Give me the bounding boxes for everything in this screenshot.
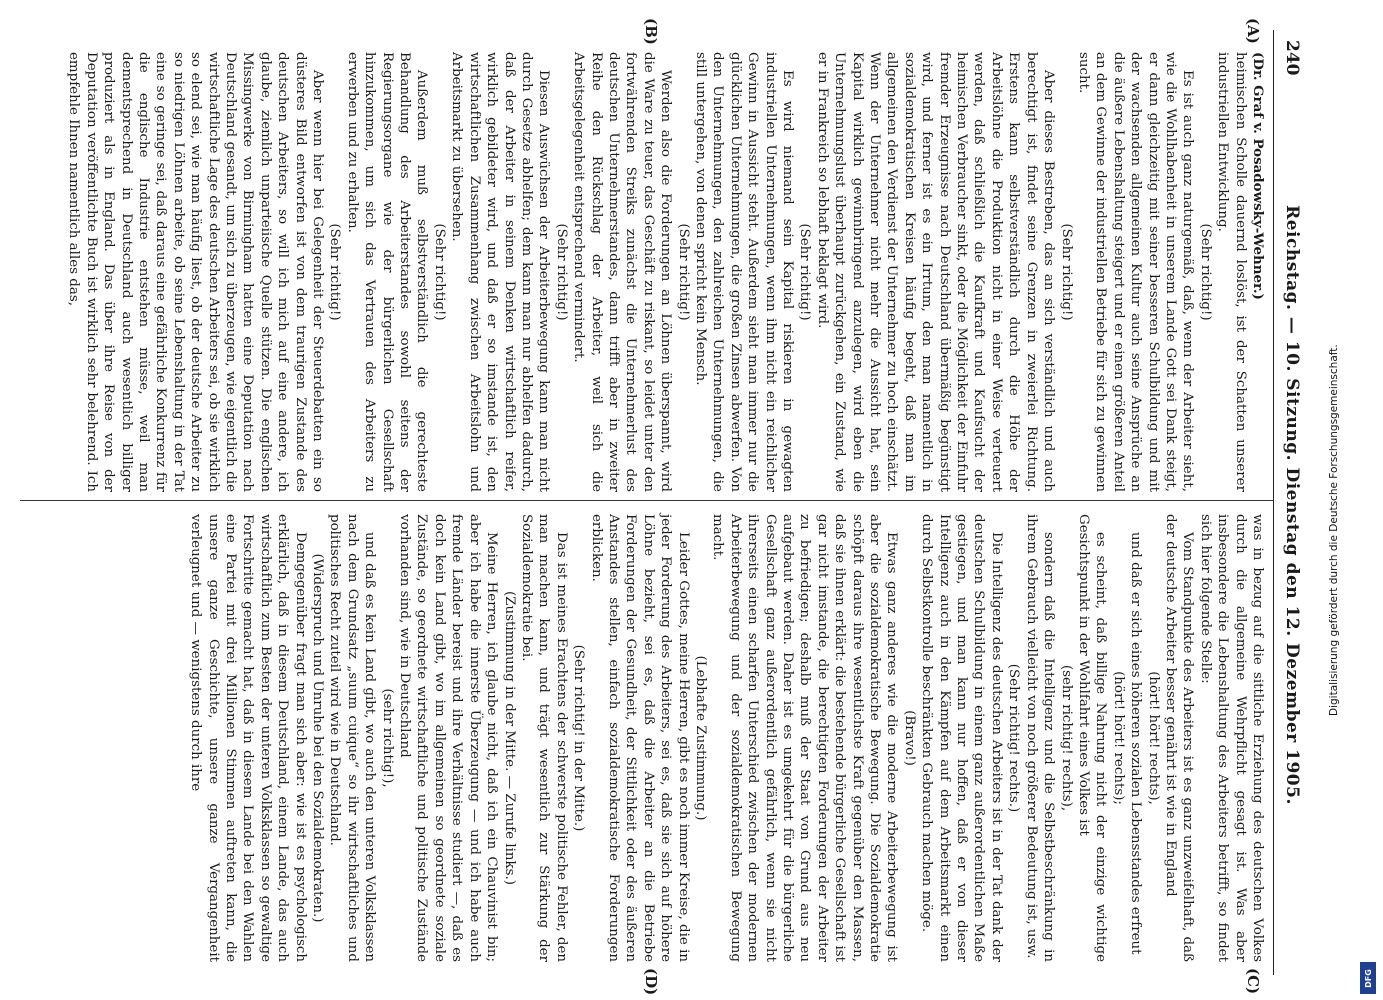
paragraph: was in bezug auf die sittliche Erziehung des deutschen Volkes durch die allgemeine Wehrpflicht gesagt ist. Was aber insbesondere die Lebenshaltung des Arbeiters betrifft, so findet sich hier folgende Stelle: [1197,514,1265,962]
interjection: (Sehr richtig!) [797,223,813,321]
running-title: Reichstag. — 10. Sitzung. Dienstag den 12. Dezember 1905. [1282,205,1302,805]
paragraph: Werden also die Forderungen an Löhnen überspannt, wird die Ware zu teuer, das Geschäft zu riskant, so leidet unter den fortwährenden Streiks zunächst die Unternehmerlust des deutschen Unternehmerstandes, dann trifft aber in zweiter Reihe den Rückschlag der Arbeiter, weil sich die Arbeitsgelegenheit entsprechend vermindert. [571,52,674,492]
interjection: (Sehr richtig! rechts.) [1006,663,1022,813]
paragraph: Aber wenn hier bei Gelegenheit der Steuerdebatten ein so düsteres Bild entworfen ist von dem traurigen Zustande des deutschen Arbeiters, so will ich mich auf eine andere, ich glaube, ziemlich unparteiische Quelle stützen. Die englischen Missingwerke von Birmingham hatten eine Deputation nach Deutschland gesandt, um sich zu überzeugen, wie eigentlich die wirtschaftliche Lage des deutschen Arbeiters sei, ob sie wirklich so elend sei, wie man häufig liest, ob der deutsche Arbeiter zu so niedrigen Löhnen arbeite, ob seine Lebenshaltung in der Tat eine so geringe sei, daß daraus eine gefährliche Konkurrenz für die englische Industrie entstehen müsse, weil man dementsprechend in Deutschland auch wesentlich billiger produziert als in England. Das über ihre Reise von der Deputation veröffentlichte Buch ist wirklich sehr belehrend. Ich empfehle Ihnen namentlich alles das, [66,52,326,492]
speaker-line: (Dr. Graf v. Posadowsky-Wehner.) [1250,52,1266,300]
quotation: es scheint, daß billige Nahrung nicht der einzige wichtige Gesichtspunkt in der Wohlfahrt eines Volkes ist [1075,514,1109,962]
interjection: (Sehr richtig!) [675,223,691,321]
paragraph: Es wird niemand sein Kapital riskieren in gewagten industriellen Unternehmungen, wenn ihm nicht ein reichlicher Gewinn in Aussicht steht. Außerdem sieht man immer nur die glücklichen Unternehmungen, die großen Zinsen abwerfen. Von den Unternehmungen, den zahlreichen Unternehmungen, die still untergehen, von denen spricht kein Mensch. [693,52,796,492]
dfg-logo-text: DFG [1363,968,1373,988]
paragraph: heimischen Scholle dauernd loslöst, ist der Schatten unserer industriellen Entwicklung. [1215,52,1248,492]
interjection: (Sehr richtig!) [327,223,343,321]
paragraph: Diesen Auswüchsen der Arbeiterbewegung kann man nicht durch Gesetze abhelfen; dem kann man nur abhelfen dadurch, daß der Arbeiter in seinem Denken wirtschaftlich reifer, wirklich gebildeter wird, und daß er so imstande ist, den wirtschaftlichen Zusammenhang zwischen Arbeitslohn und Arbeitsmarkt zu übersehen. [449,52,552,492]
margin-mark-b: (B) [642,18,660,45]
page-header [1278,40,1302,970]
paragraph: Etwas ganz anderes wie die moderne Arbeiterbewegung ist aber die sozialdemokratische Bewegung. Die Sozialdemokratie schöpft daraus ihre wesentlichste Kraft gegenüber den Massen, daß sie ihnen erklärt: die bestehende bürgerliche Gesellschaft ist gar nicht imstande, die berechtigten Forderungen der Arbeiter zu befriedigen; deshalb muß der Staat von Grund aus neu aufgebaut werden. Daher ist es umgekehrt für die bürgerliche Gesellschaft ganz außerordentlich gefährlich, wenn sie nicht ihrerseits einen scharfen Unterschied zwischen der modernen Arbeiterbewegung und der sozialdemokratischen Bewegung macht. [710,514,900,962]
paragraph: Das ist meines Erachtens der schwerste politische Fehler, den man machen kann, und trägt wesentlich zur Stärkung der Sozialdemokratie bei. [518,514,569,962]
interjection: (Bravo!) [901,710,917,766]
paragraph: Außerdem muß selbstverständlich die gerechteste Behandlung des Arbeiterstandes sowohl seitens der Regierungsorgane wie der bürgerlichen Gesellschaft hinzukommen, um sich das Vertrauen des Arbeiters zu erwerben und zu erhalten. [344,52,430,492]
paragraph: Leider Gottes, meine Herren, gibt es noch immer Kreise, die in jeder Forderung des Arbeiters, sei es, daß sie sich auf höhere Löhne bezieht, sei es, daß die Arbeiter an die Betriebe Forderungen der Gesundheit, der Sittlichkeit oder des äußeren Anstandes stellen, einfach sozialdemokratische Forderungen erblicken. [588,514,691,962]
margin-mark-d: (D) [642,968,660,996]
paragraph: Demgegenüber fragt man sich aber: wie ist es psychologisch erklärlich, daß in diesem Deutschland, einem Lande, das auch wirtschaftlich zum Besten der unteren Volksklassen so gewaltige Fortschritte gemacht hat, daß in diesem Lande bei den Wahlen eine Partei mit drei Millionen Stimmen auftreten kann, die unsere ganze Geschichte, unsere ganze Vergangenheit verleugnet und — wenigstens durch ihre [188,514,308,962]
interjection: (Widerspruch und Unruhe bei den Sozialdemokraten.) [310,553,326,923]
interjection: (Sehr richtig!) [431,223,447,321]
margin-mark-c: (C) [1244,968,1262,995]
dfg-logo [1360,962,1376,994]
interjection: (Sehr richtig! in der Mitte.) [571,644,587,832]
interjection: (Zustimmung in der Mitte. — Zurufe links.) [501,590,517,886]
paragraph: Meine Herren, ich glaube nicht, daß ich ein Chauvinist bin; aber ich habe die innerste Überzeugung — und ich habe auch fremde Länder bereist und ihre Verhältnisse studiert —, daß es doch kein Land gibt, wo im allgemeinen so geordnete soziale Zustände, so geordnete wirtschaftliche und politische Zustände vorhanden sind, wie in Deutschland [397,514,500,962]
quotation: und daß er sich eines höheren sozialen Lebensstandes erfreut [1128,532,1144,955]
paragraph: und daß es kein Land gibt, wo auch den unteren Volksklassen nach dem Grundsatz „suum cuique“ so ihr wirtschaftliches und politisches Recht zuteil wird wie in Deutschland. [327,514,378,962]
interjection: (Sehr richtig!) [1197,223,1213,321]
interjection: (sehr richtig! rechts), [1058,664,1074,812]
interjection: (Sehr richtig!) [1058,223,1074,321]
quotation: sondern daß die Intelligenz und die Selbstbeschränkung in ihrem Gebrauch vielleicht von noch größerer Bedeutung ist, usw. [1023,514,1057,962]
interjection: (Sehr richtig!) [553,223,569,321]
right-column [187,514,1266,962]
paragraph: Es ist auch ganz naturgemäß, daß, wenn der Arbeiter sieht, wie die Wohlhabenheit in unserem Lande Gott sei Dank steigt, er dann gleichzeitig mit seiner besseren Schulbildung und mit der wachsenden allgemeinen Kultur auch seine Ansprüche an die äußere Lebenshaltung steigert und er einen größeren Anteil an dem Gewinne der industriellen Betriebe für sich zu gewinnen sucht. [1075,52,1196,492]
column-divider [20,500,1274,501]
interjection: (sehr richtig!), [379,688,395,788]
page-number: 240 [1282,40,1302,76]
margin-mark-a: (A) [1244,18,1262,44]
paragraph: Die Intelligenz des deutschen Arbeiters ist in der Tat dank der deutschen Schulbildung in einem ganz außerordentlichen Maße gestiegen, und man kann nur hoffen, daß er von dieser Intelligenz auch in den Kämpfen auf dem Arbeitsmarkt einen durch Selbstkontrolle beschränkten Gebrauch machen möge. [919,514,1004,962]
interjection: (hört! hört! rechts); [1110,671,1126,805]
left-column [65,52,1266,492]
digitization-note: Digitalisierung gefördert durch die Deutsche Forschungsgemeinschaft. [1328,344,1340,716]
interjection: (Lebhafte Zustimmung.) [693,655,708,821]
quotation: Vom Standpunkte des Arbeiters ist es ganz unzweifelhaft, daß der deutsche Arbeiter besser genährt ist wie in England [1162,514,1196,962]
interjection: (hört! hört! rechts), [1145,671,1161,805]
header-rule [1273,30,1274,975]
paragraph: Aber dieses Bestreben, das an sich verständlich und auch berechtigt ist, findet seine Grenzen in zweierlei Richtung. Erstens kann selbstverständlich durch die Höhe der Arbeitslöhne die Produktion nicht in einer Weise verteuert werden, daß schließlich die Kaufkraft und Kaufsucht der heimischen Verbraucher sinkt, oder die Möglichkeit der Einfuhr fremder Erzeugnisse nach Deutschland übermäßig begünstigt wird, und ferner ist es ein Irrtum, den man namentlich in sozialdemokratischen Kreisen häufig begeht, daß man im allgemeinen den Verdienst der Unternehmer zu hoch einschätzt. Wenn der Unternehmer nicht mehr die Aussicht hat, sein Kapital wirklich gewinnbringend anzulegen, wird eben die Unternehmungslust überhaupt zurückgehen, ein Zustand, wie er in Frankreich so lebhaft beklagt wird. [814,52,1057,492]
